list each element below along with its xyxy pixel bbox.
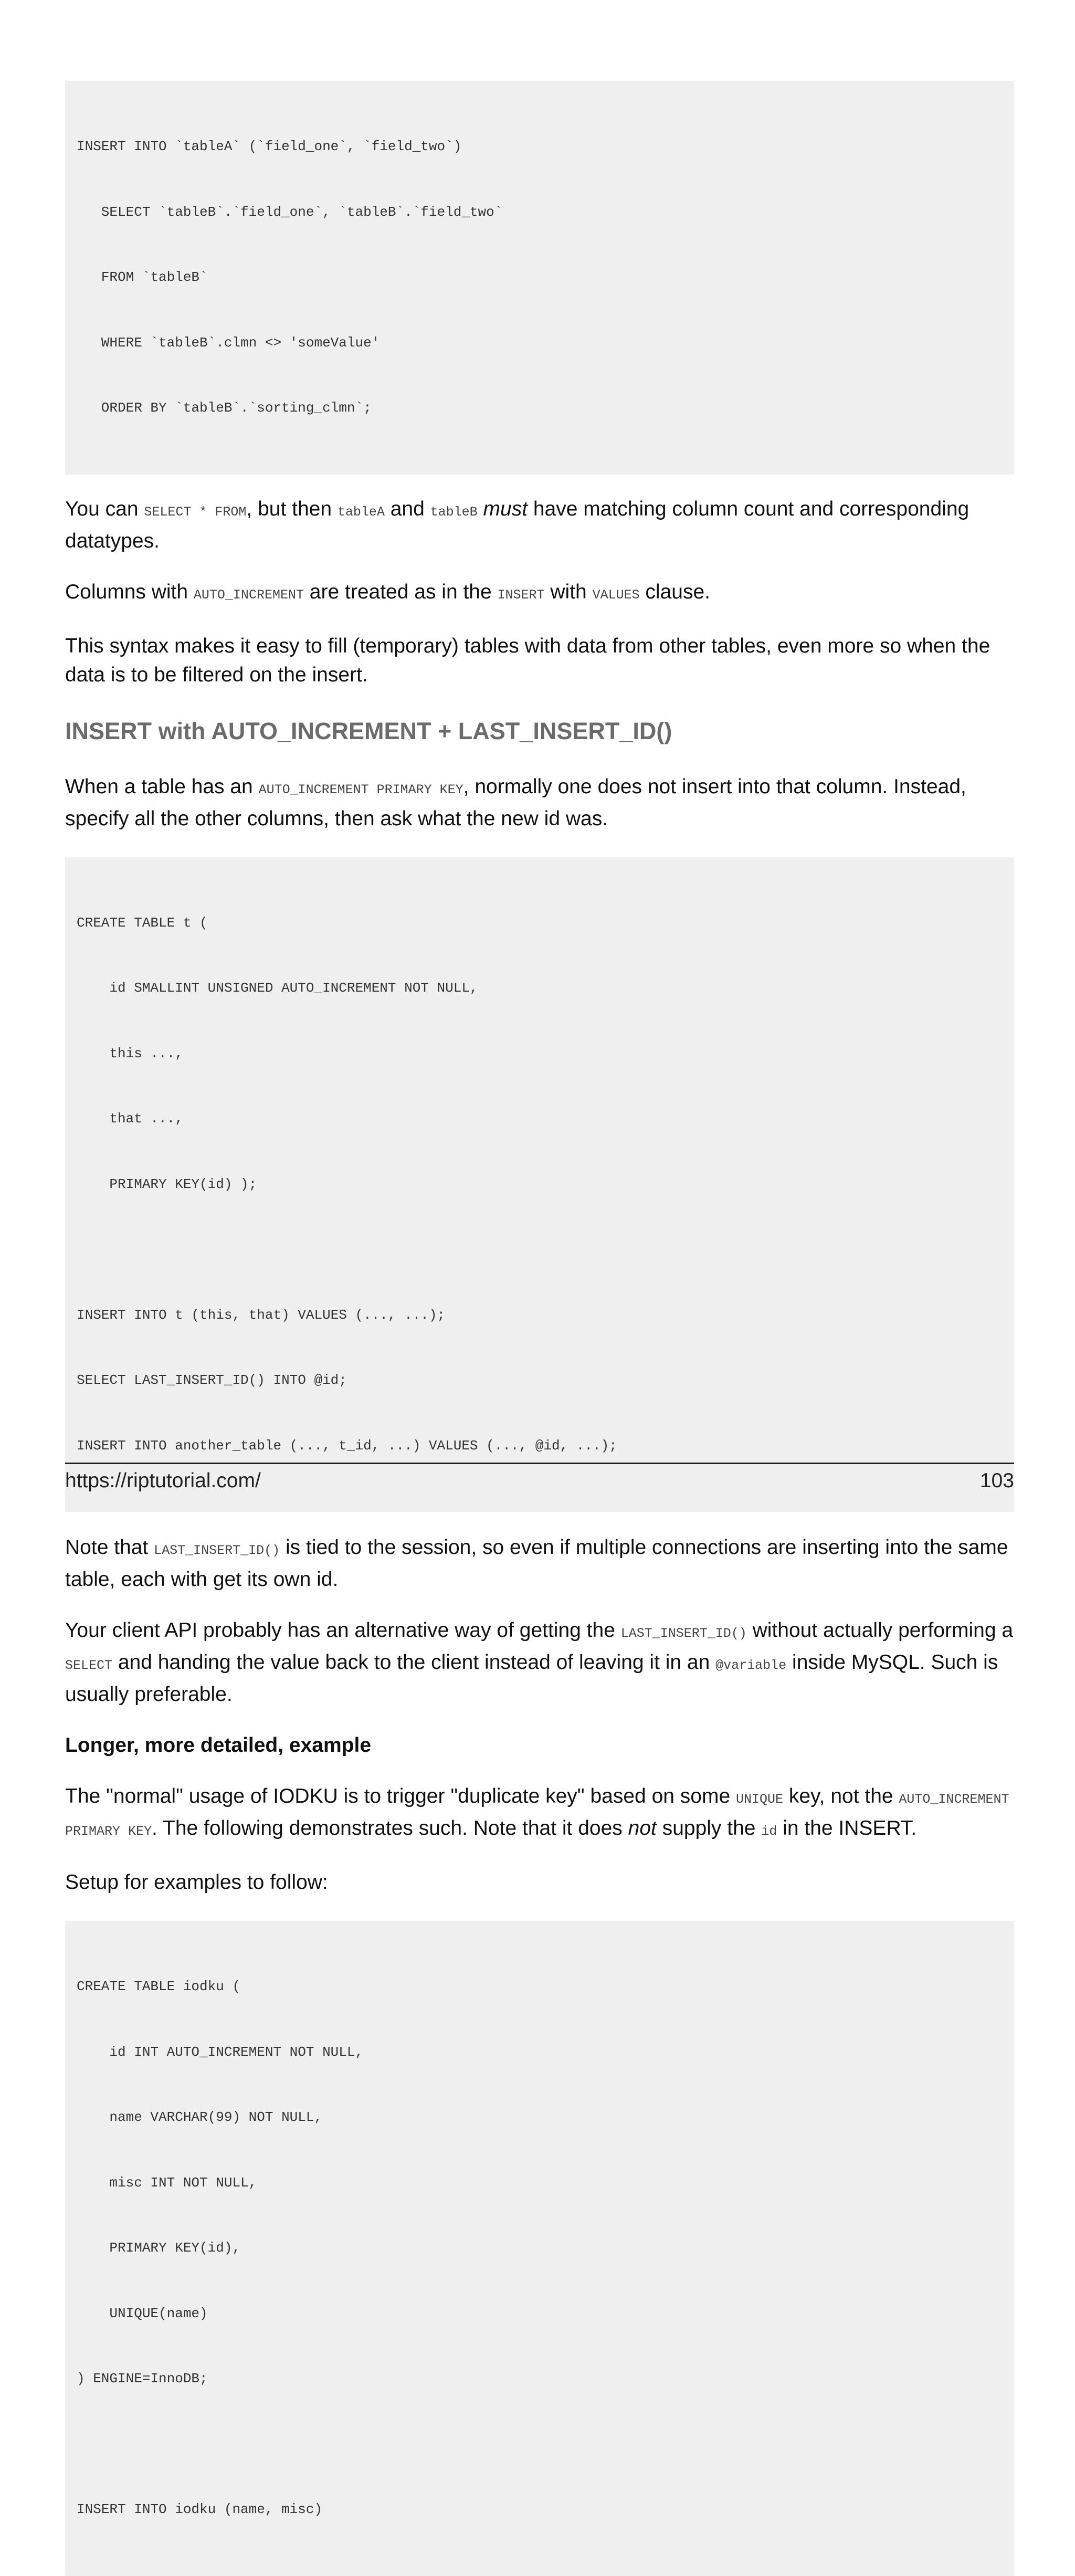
emphasis: must xyxy=(483,497,528,520)
code-line: id INT AUTO_INCREMENT NOT NULL, xyxy=(77,2044,364,2060)
inline-code: tableB xyxy=(430,504,478,520)
text: , normally one does not insert into that column. Instead, specify all the other columns, then ask what the new id was. xyxy=(65,775,966,830)
text: Note that xyxy=(65,1536,154,1559)
code-line: FROM `tableB` xyxy=(77,269,208,285)
text: have matching column count and corresponding datatypes. xyxy=(65,497,969,552)
code-line: misc INT NOT NULL, xyxy=(77,2174,257,2191)
code-line: INSERT INTO another_table (..., t_id, ...) VALUES (..., @id, ...); xyxy=(77,1437,617,1454)
text: When a table has an xyxy=(65,775,259,798)
code-line: SELECT LAST_INSERT_ID() INTO @id; xyxy=(77,1372,347,1388)
text: in the INSERT. xyxy=(777,1817,917,1839)
text: , but then xyxy=(246,497,338,520)
paragraph-auto-increment-columns xyxy=(65,577,1014,609)
code-line: that ..., xyxy=(77,1111,183,1127)
paragraph-iodku-usage xyxy=(65,1782,1014,1846)
inline-code: SELECT xyxy=(65,1658,113,1673)
code-line: INSERT INTO `tableA` (`field_one`, `field_two`) xyxy=(77,139,462,154)
paragraph-setup: Setup for examples to follow: xyxy=(65,1871,328,1894)
code-line: UNIQUE(name) xyxy=(77,2305,208,2321)
code-line: INSERT INTO iodku (name, misc) xyxy=(77,2501,323,2517)
inline-code: tableA xyxy=(337,504,385,520)
text: inside MySQL. Such is usually preferable. xyxy=(65,1651,998,1706)
text: The "normal" usage of IODKU is to trigger "duplicate key" based on some xyxy=(65,1785,736,1807)
code-line: INSERT INTO t (this, that) VALUES (..., ...); xyxy=(77,1307,446,1323)
footer-url: https://riptutorial.com/ xyxy=(65,1469,261,1492)
paragraph-client-api xyxy=(65,1616,1014,1709)
text: are treated as in the xyxy=(303,580,498,603)
section-heading: INSERT with AUTO_INCREMENT + LAST_INSERT_ID() xyxy=(65,717,672,744)
inline-code: LAST_INSERT_ID() xyxy=(620,1626,747,1641)
text xyxy=(478,498,483,520)
code-line: ORDER BY `tableB`.`sorting_clmn`; xyxy=(77,400,372,416)
code-line: WHERE `tableB`.clmn <> 'someValue' xyxy=(77,334,380,351)
paragraph-select-star xyxy=(65,495,1014,555)
code-line xyxy=(77,1239,1003,1261)
text: key, not the xyxy=(783,1785,899,1807)
code-block-iodku-setup xyxy=(65,1921,1014,2576)
code-line: ) ENGINE=InnoDB; xyxy=(77,2371,208,2386)
code-line: id SMALLINT UNSIGNED AUTO_INCREMENT NOT NULL, xyxy=(77,980,478,996)
text: and xyxy=(384,497,430,520)
page-number: 103 xyxy=(979,1469,1014,1492)
text: clause. xyxy=(639,580,710,603)
inline-code: LAST_INSERT_ID() xyxy=(154,1543,280,1558)
code-line: this ..., xyxy=(77,1045,183,1061)
code-block-insert-select xyxy=(65,81,1014,475)
text: and handing the value back to the client instead of leaving it in an xyxy=(112,1651,716,1674)
code-line: SELECT `tableB`.`field_one`, `tableB`.`field_two` xyxy=(77,204,503,220)
code-block-last-insert-id xyxy=(65,857,1014,1512)
inline-code: INSERT xyxy=(497,587,545,603)
subheading-detailed-example: Longer, more detailed, example xyxy=(65,1734,372,1757)
text: is tied to the session, so even if multiple connections are inserting into the same table, each with get its own id. xyxy=(65,1536,1008,1591)
code-line: CREATE TABLE iodku ( xyxy=(77,1979,241,1994)
inline-code: id xyxy=(761,1824,777,1839)
text: supply the xyxy=(656,1817,762,1839)
emphasis: not xyxy=(628,1817,657,1839)
text: . The following demonstrates such. Note that it does xyxy=(152,1817,628,1839)
inline-code: @variable xyxy=(715,1658,787,1673)
paragraph-auto-increment-pk xyxy=(65,772,1014,833)
inline-code: UNIQUE xyxy=(736,1792,784,1807)
paragraph-session-note xyxy=(65,1533,1014,1594)
code-line: PRIMARY KEY(id), xyxy=(77,2240,241,2256)
text: You can xyxy=(65,497,144,520)
inline-code: AUTO_INCREMENT PRIMARY KEY xyxy=(65,1792,1009,1839)
text: Your client API probably has an alternative way of getting the xyxy=(65,1619,621,1642)
inline-code: AUTO_INCREMENT xyxy=(193,587,304,603)
code-line: CREATE TABLE t ( xyxy=(77,914,208,931)
inline-code: SELECT * FROM xyxy=(144,504,247,520)
code-line xyxy=(77,2434,1003,2456)
inline-code: AUTO_INCREMENT PRIMARY KEY xyxy=(258,782,463,797)
code-line: name VARCHAR(99) NOT NULL, xyxy=(77,2109,323,2125)
paragraph-syntax-note: This syntax makes it easy to fill (temporary) tables with data from other tables, even more so when the data is to be filtered on the insert. xyxy=(65,634,990,686)
text: without actually performing a xyxy=(746,1619,1014,1642)
code-line: PRIMARY KEY(id) ); xyxy=(77,1176,257,1192)
text: Columns with xyxy=(65,580,194,603)
page-footer xyxy=(65,1463,1014,1492)
text: with xyxy=(544,580,593,603)
inline-code: VALUES xyxy=(592,587,640,603)
document-page xyxy=(65,81,1014,2576)
